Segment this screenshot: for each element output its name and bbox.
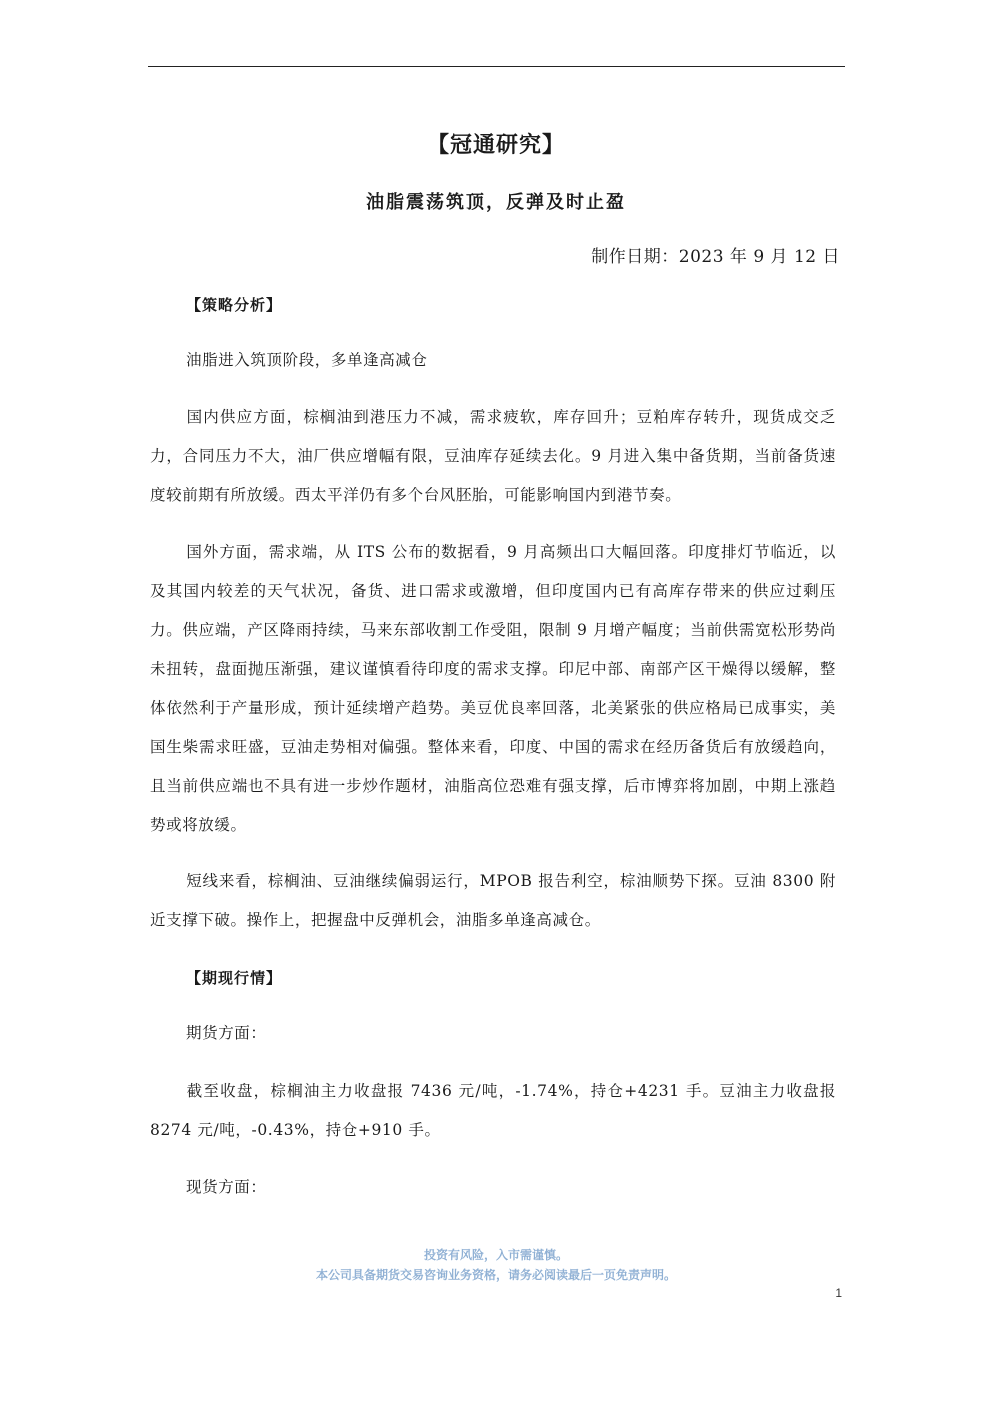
futures-label: 期货方面： — [186, 1024, 267, 1042]
risk-warning: 投资有风险，入市需谨慎。 — [423, 1248, 568, 1262]
page-number: 1 — [835, 1286, 842, 1300]
disclaimer-note: 本公司具备期货交易咨询业务资格，请务必阅读最后一页免责声明。 — [315, 1268, 676, 1282]
short-term-paragraph: 短线来看，棕榈油、豆油继续偏弱运行，MPOB 报告利空，棕油顺势下探。豆油 8300 附近支撑下破。操作上，把握盘中反弹机会，油脂多单逢高减仓。 — [150, 872, 836, 929]
page-title: 【冠通研究】 — [426, 132, 565, 158]
domestic-paragraph: 国内供应方面，棕榈油到港压力不减，需求疲软，库存回升；豆粕库存转升，现货成交乏力，合同压力不大，油厂供应增幅有限，豆油库存延续去化。9 月进入集中备货期，当前备货速度较前期有所放缓。西太平洋仍有多个台风胚胎，可能影响国内到港节奏。 — [150, 408, 836, 504]
overseas-paragraph: 国外方面，需求端，从 ITS 公布的数据看，9 月高频出口大幅回落。印度排灯节临近，以及其国内较差的天气状况，备货、进口需求或激增，但印度国内已有高库存带来的供应过剩压力。供应端，产区降雨持续，马来东部收割工作受阻，限制 9 月增产幅度；当前供需宽松形势尚未扭转，盘面抛压渐强，建议谨慎看待印度的需求支撑。印尼中部、南部产区干燥得以缓解，整体依然利于产量形成，预计延续增产趋势。美豆优良率回落，北美紧张的供应格局已成事实，美国生柴需求旺盛，豆油走势相对偏强。整体来看，印度、中国的需求在经历备货后有放缓趋向，且当前供应端也不具有进一步炒作题材，油脂高位恐难有强支撑，后市博弈将加剧，中期上涨趋势或将放缓。 — [150, 543, 836, 834]
report-date: 制作日期：2023 年 9 月 12 日 — [591, 247, 840, 267]
strategy-heading: 【策略分析】 — [186, 296, 283, 314]
spot-label: 现货方面： — [186, 1178, 267, 1196]
futures-paragraph: 截至收盘，棕榈油主力收盘报 7436 元/吨，-1.74%，持仓+4231 手。豆油主力收盘报 8274 元/吨，-0.43%，持仓+910 手。 — [150, 1082, 836, 1139]
report-subtitle: 油脂震荡筑顶，反弹及时止盈 — [366, 192, 626, 213]
header-rule — [148, 66, 845, 67]
strategy-summary: 油脂进入筑顶阶段，多单逢高减仓 — [186, 351, 428, 369]
market-heading: 【期现行情】 — [186, 969, 283, 987]
